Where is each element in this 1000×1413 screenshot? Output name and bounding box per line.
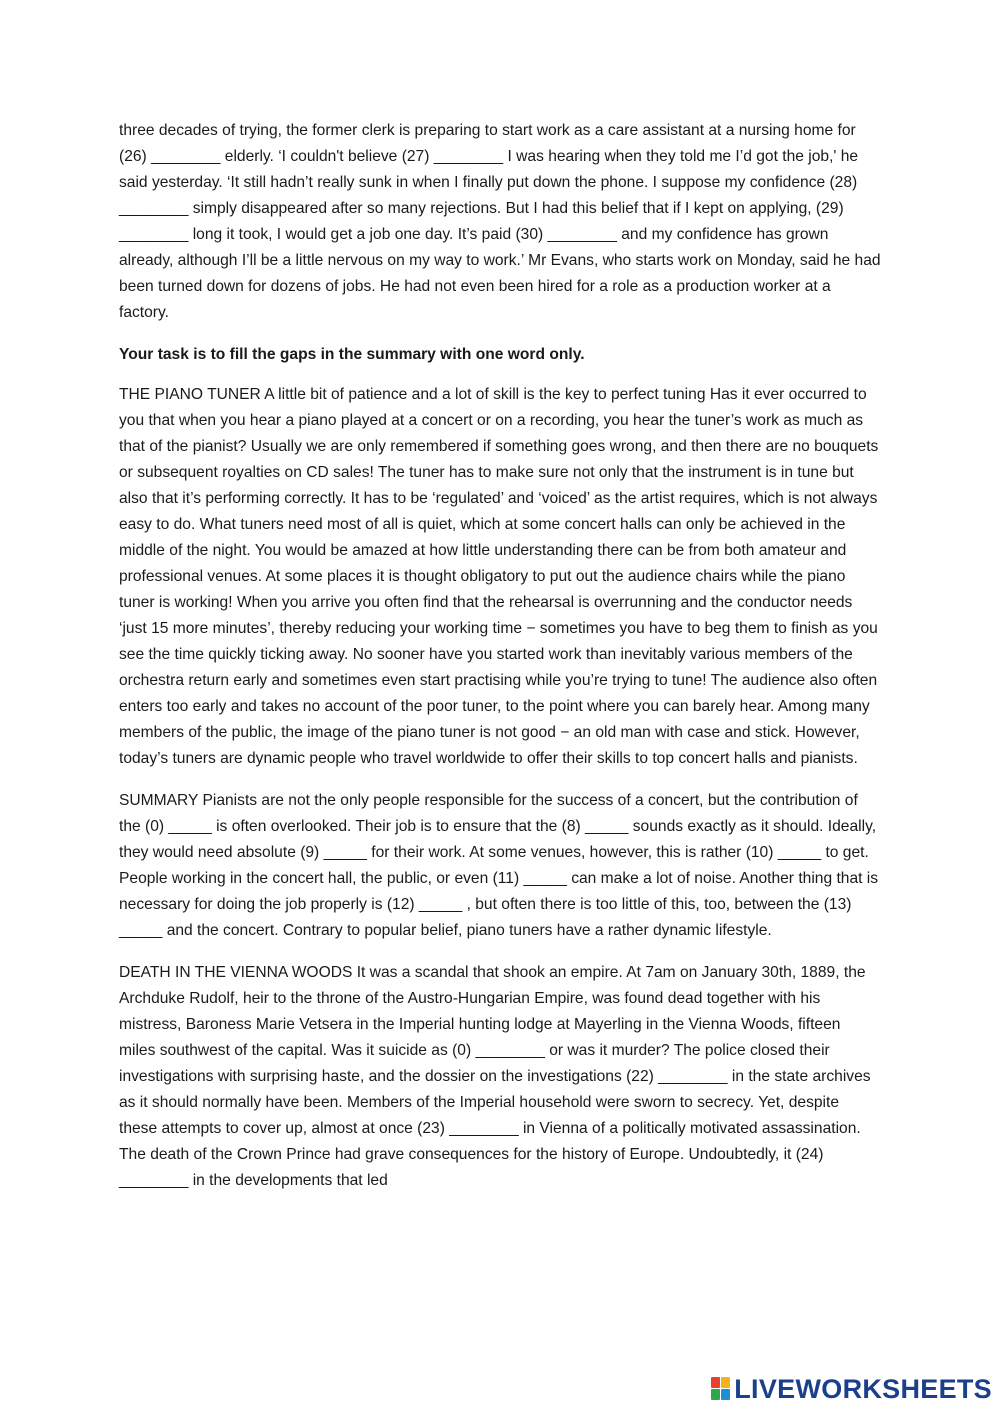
story-paragraph-piano-tuner: THE PIANO TUNER A little bit of patience and a lot of skill is the key to perfect tuning Has it ever occurred to you that when you hear a piano played at a concert or on a recording, you hear the tuner’s work as much as that of the pianist? Usually we are only remembered if something goes wrong, and then there are no bouquets or subsequent royalties on CD sales! The tuner has to make sure not only that the instrument is in tune but also that it’s performing correctly. It has to be ‘regulated’ and ‘voiced’ as the artist requires, which is not always easy to do. What tuners need most of all is quiet, which at some concert halls can only be achieved in the middle of the night. You would be amazed at how little understanding there can be from both amateur and professional venues. At some places it is thought obligatory to put out the audience chairs while the piano tuner is working! When you arrive you often find that the rehearsal is overrunning and the conductor needs ‘just 15 more minutes’, thereby reducing your working time − sometimes you have to beg them to finish as you see the time quickly ticking away. No sooner have you started work than inevitably various members of the orchestra return early and sometimes even start practising while you’re trying to tune! The audience also often enters too early and takes no account of the poor tuner, to the point where you can barely hear. Among many members of the public, the image of the piano tuner is not good − an old man with case and stick. However, today’s tuners are dynamic people who travel worldwide to offer their skills to top concert halls and pianists. (119, 386, 879, 767)
worksheet-page (119, 118, 881, 1210)
story-paragraph-vienna-woods: DEATH IN THE VIENNA WOODS It was a scandal that shook an empire. At 7am on January 30th, 1889, the Archduke Rudolf, heir to the throne of the Austro-Hungarian Empire, was found dead together with his mistress, Baroness Marie Vetsera in the Imperial hunting lodge at Mayerling in the Vienna Woods, fifteen miles southwest of the capital. Was it suicide as (0) ________ or was it murder? The police closed their investigations with surprising haste, and the dossier on the investigations (22) ________ in the state archives as it should normally have been. Members of the Imperial household were sworn to secrecy. Yet, despite these attempts to cover up, almost at once (23) ________ in Vienna of a politically motivated assassination. The death of the Crown Prince had grave consequences for the history of Europe. Undoubtedly, it (24) ________ in the developments that led (119, 964, 871, 1189)
liveworksheets-logo (711, 1371, 992, 1407)
story-paragraph-evans: three decades of trying, the former clerk is preparing to start work as a care assistant at a nursing home for (26) ________ elderly. ‘I couldn't believe (27) ________ I was hearing when they told me I’d got the job,' he said yesterday. ‘It still hadn’t really sunk in when I finally put down the phone. I suppose my confidence (28) ________ simply disappeared after so many rejections. But I had this belief that if I kept on applying, (29) ________ long it took, I would get a job one day. It’s paid (30) ________ and my confidence has grown already, although I’ll be a little nervous on my way to work.’ Mr Evans, who starts work on Monday, said he had been turned down for dozens of jobs. He had not even been hired for a role as a production worker at a factory. (119, 122, 881, 321)
summary-paragraph: SUMMARY Pianists are not the only people responsible for the success of a concert, but the contribution of the (0) _____ is often overlooked. Their job is to ensure that the (8) _____ sounds exactly as it should. Ideally, they would need absolute (9) _____ for their work. At some venues, however, this is rather (10) _____ to get. People working in the concert hall, the public, or even (11) _____ can make a lot of noise. Another thing that is necessary for doing the job properly is (12) _____ , but often there is too little of this, too, between the (13) _____ and the concert. Contrary to popular belief, piano tuners have a rather dynamic lifestyle. (119, 792, 879, 939)
task-instruction: Your task is to fill the gaps in the summary with one word only. (119, 346, 585, 363)
liveworksheets-icon (711, 1377, 731, 1401)
liveworksheets-wordmark: LIVEWORKSHEETS (734, 1373, 992, 1404)
